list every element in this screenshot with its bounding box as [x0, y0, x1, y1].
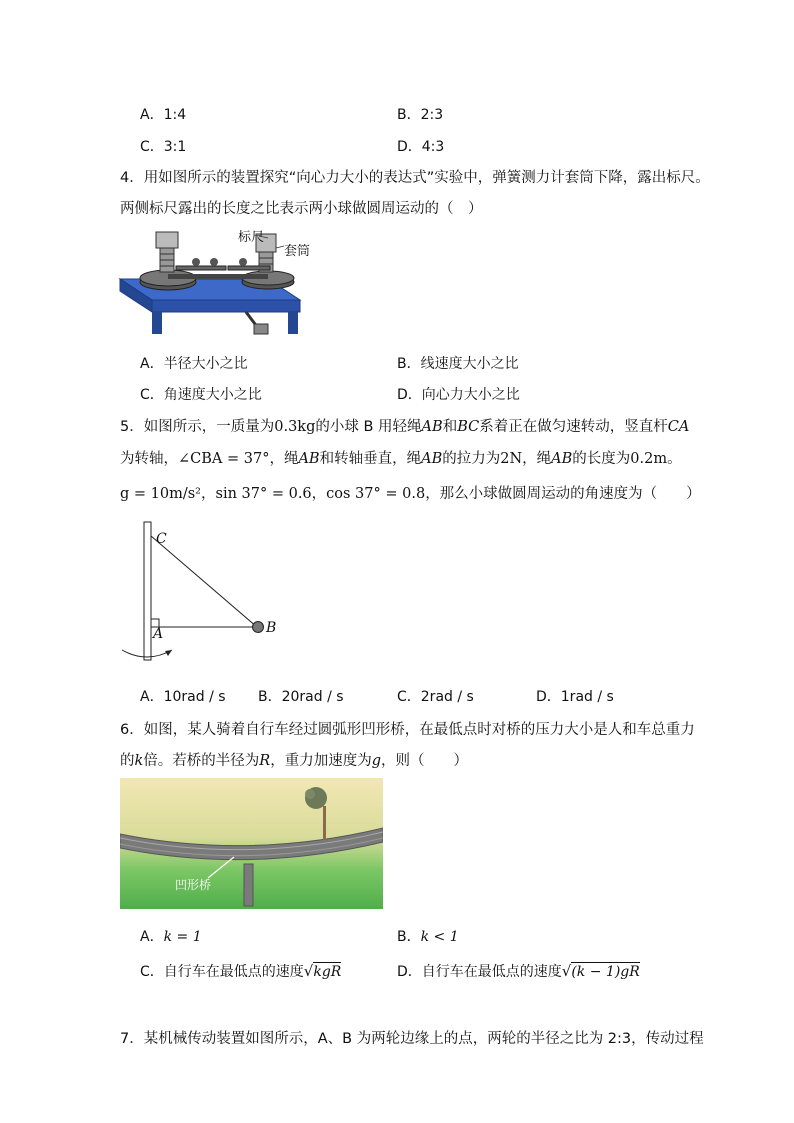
q5-option-d: D．1rad / s: [536, 689, 614, 705]
q5-stem-line3: g = 10m/s²，sin 37° = 0.6，cos 37° = 0.8，那么小球做圆周运动的角速度为（ ）: [120, 486, 701, 502]
q6-option-b: B．k < 1: [397, 929, 459, 945]
q6-option-a: A．k = 1: [140, 929, 202, 945]
figure-label-c: C: [156, 531, 167, 547]
q6-stem-line1: 6．如图，某人骑着自行车经过圆弧形凹形桥，在最低点时对桥的压力大小是人和车总重力: [120, 722, 695, 738]
bridge-label: 凹形桥: [175, 878, 212, 892]
q3-option-a: A．1:4: [140, 107, 187, 123]
q5-option-b: B．20rad / s: [258, 689, 344, 705]
figure-label-a: A: [153, 626, 164, 642]
q7-stem-line1: 7．某机械传动装置如图所示，A、B 为两轮边缘上的点，两轮的半径之比为 2:3，传动过程: [120, 1031, 704, 1047]
q5-option-a: A．10rad / s: [140, 689, 226, 705]
q5-option-c: C．2rad / s: [397, 689, 474, 705]
q3-option-c: C．3:1: [140, 139, 187, 155]
q5-stem-line2: 为转轴，∠CBA = 37°，绳AB和转轴垂直，绳AB的拉力为2N，绳AB的长度为0.2m。: [120, 451, 682, 467]
q6-option-d: D．自行车在最低点的速度√(k − 1)gR: [397, 962, 640, 980]
q5-stem-line1: 5．如图所示，一质量为0.3kg的小球 B 用轻绳AB和BC系着正在做匀速转动，竖直杆CA: [120, 419, 690, 435]
q4-option-a: A．半径大小之比: [140, 356, 248, 372]
q6-option-c: C．自行车在最低点的速度√kgR: [140, 962, 342, 980]
q3-option-d: D．4:3: [397, 139, 445, 155]
concave-bridge-figure: [120, 778, 383, 909]
q4-option-c: C．角速度大小之比: [140, 387, 262, 403]
q4-stem-line2: 两侧标尺露出的长度之比表示两小球做圆周运动的（ ）: [120, 201, 483, 217]
label-sleeve: 套筒: [284, 244, 311, 259]
q3-option-b: B．2:3: [397, 107, 444, 123]
label-ruler: 标尺: [238, 230, 265, 245]
q6-stem-line2: 的k倍。若桥的半径为R，重力加速度为g，则（ ）: [120, 753, 469, 769]
rod-string-ball-figure: [116, 518, 296, 666]
figure-label-b: B: [266, 620, 277, 636]
q4-option-b: B．线速度大小之比: [397, 356, 519, 372]
q4-option-d: D．向心力大小之比: [397, 387, 520, 403]
q4-stem-line1: 4．用如图所示的装置探究“向心力大小的表达式”实验中，弹簧测力计套筒下降，露出标尺。: [120, 170, 710, 186]
